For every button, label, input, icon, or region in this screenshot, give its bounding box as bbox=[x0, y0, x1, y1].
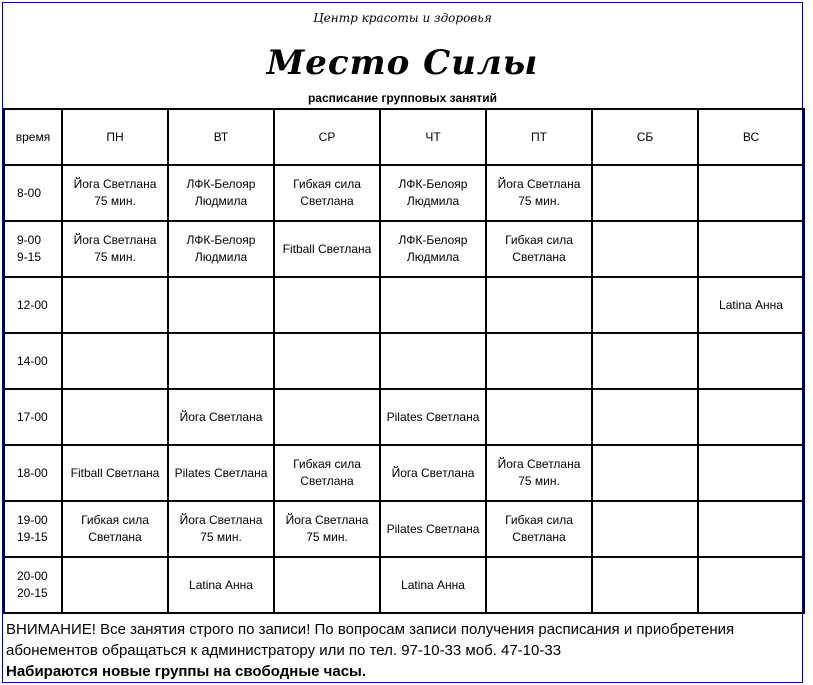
header bbox=[3, 3, 802, 109]
class-cell-thu bbox=[380, 333, 486, 389]
class-cell-mon: Йога Светлана 75 мин. bbox=[62, 165, 168, 221]
class-cell-tue bbox=[168, 333, 274, 389]
table-row bbox=[4, 333, 804, 389]
schedule-body bbox=[4, 165, 804, 613]
schedule-sheet bbox=[2, 2, 803, 683]
class-cell-wed: Гибкая сила Светлана bbox=[274, 165, 380, 221]
time-cell: 12-00 bbox=[4, 277, 62, 333]
col-header-sun: ВС bbox=[698, 109, 804, 165]
class-cell-sat bbox=[592, 389, 698, 445]
notice-warning: ВНИМАНИЕ! Все занятия строго по записи! По вопросам записи получения расписания и приобретения абонементов обращаться к администратору или по тел. 97-10-33 моб. 47-10-33 bbox=[6, 621, 735, 659]
col-header-thu: ЧТ bbox=[380, 109, 486, 165]
class-cell-wed bbox=[274, 277, 380, 333]
table-row bbox=[4, 277, 804, 333]
class-cell-sun bbox=[698, 333, 804, 389]
class-cell-sun bbox=[698, 165, 804, 221]
time-cell: 9-00 9-15 bbox=[4, 221, 62, 277]
class-cell-fri: Гибкая сила Светлана bbox=[486, 221, 592, 277]
time-cell: 8-00 bbox=[4, 165, 62, 221]
class-cell-sun bbox=[698, 501, 804, 557]
table-row bbox=[4, 389, 804, 445]
class-cell-wed: Гибкая сила Светлана bbox=[274, 445, 380, 501]
class-cell-mon: Гибкая сила Светлана bbox=[62, 501, 168, 557]
center-name: Центр красоты и здоровья bbox=[313, 11, 492, 25]
class-cell-mon bbox=[62, 557, 168, 613]
class-cell-thu bbox=[380, 277, 486, 333]
class-cell-sat bbox=[592, 333, 698, 389]
class-cell-wed bbox=[274, 389, 380, 445]
schedule-subtitle: расписание групповых занятий bbox=[307, 91, 498, 105]
notice bbox=[6, 619, 801, 682]
class-cell-sat bbox=[592, 557, 698, 613]
class-cell-sun bbox=[698, 221, 804, 277]
class-cell-mon bbox=[62, 389, 168, 445]
table-row bbox=[4, 557, 804, 613]
col-header-fri: ПТ bbox=[486, 109, 592, 165]
time-cell: 14-00 bbox=[4, 333, 62, 389]
class-cell-sun: Latina Анна bbox=[698, 277, 804, 333]
class-cell-sun bbox=[698, 557, 804, 613]
class-cell-thu: Pilates Светлана bbox=[380, 501, 486, 557]
class-cell-thu: Pilates Светлана bbox=[380, 389, 486, 445]
col-header-sat: СБ bbox=[592, 109, 698, 165]
class-cell-fri: Йога Светлана 75 мин. bbox=[486, 445, 592, 501]
class-cell-sat bbox=[592, 445, 698, 501]
table-row bbox=[4, 501, 804, 557]
time-cell: 18-00 bbox=[4, 445, 62, 501]
class-cell-wed: Йога Светлана 75 мин. bbox=[274, 501, 380, 557]
time-cell: 19-00 19-15 bbox=[4, 501, 62, 557]
header-row bbox=[4, 109, 804, 165]
class-cell-thu: Latina Анна bbox=[380, 557, 486, 613]
class-cell-fri: Йога Светлана 75 мин. bbox=[486, 165, 592, 221]
class-cell-mon: Fitball Светлана bbox=[62, 445, 168, 501]
class-cell-wed bbox=[274, 333, 380, 389]
class-cell-fri: Гибкая сила Светлана bbox=[486, 501, 592, 557]
class-cell-tue bbox=[168, 277, 274, 333]
class-cell-sun bbox=[698, 389, 804, 445]
time-cell: 20-00 20-15 bbox=[4, 557, 62, 613]
time-cell: 17-00 bbox=[4, 389, 62, 445]
class-cell-tue: Йога Светлана bbox=[168, 389, 274, 445]
col-header-wed: СР bbox=[274, 109, 380, 165]
class-cell-thu: ЛФК-Белояр Людмила bbox=[380, 165, 486, 221]
class-cell-thu: Йога Светлана bbox=[380, 445, 486, 501]
class-cell-fri bbox=[486, 389, 592, 445]
col-header-time: время bbox=[4, 109, 62, 165]
col-header-tue: ВТ bbox=[168, 109, 274, 165]
class-cell-tue: Йога Светлана 75 мин. bbox=[168, 501, 274, 557]
class-cell-fri bbox=[486, 333, 592, 389]
class-cell-tue: ЛФК-Белояр Людмила bbox=[168, 221, 274, 277]
class-cell-mon bbox=[62, 333, 168, 389]
brand-title: Место Силы bbox=[266, 43, 539, 83]
notice-new-groups: Набираются новые группы на свободные часы. bbox=[6, 663, 367, 680]
class-cell-sat bbox=[592, 501, 698, 557]
class-cell-sat bbox=[592, 165, 698, 221]
table-row bbox=[4, 165, 804, 221]
schedule-table bbox=[3, 108, 805, 614]
class-cell-sat bbox=[592, 221, 698, 277]
class-cell-wed bbox=[274, 557, 380, 613]
class-cell-tue: Pilates Светлана bbox=[168, 445, 274, 501]
table-row bbox=[4, 445, 804, 501]
class-cell-tue: Latina Анна bbox=[168, 557, 274, 613]
class-cell-mon: Йога Светлана 75 мин. bbox=[62, 221, 168, 277]
class-cell-sun bbox=[698, 445, 804, 501]
class-cell-tue: ЛФК-Белояр Людмила bbox=[168, 165, 274, 221]
col-header-mon: ПН bbox=[62, 109, 168, 165]
class-cell-sat bbox=[592, 277, 698, 333]
class-cell-fri bbox=[486, 277, 592, 333]
table-row bbox=[4, 221, 804, 277]
class-cell-thu: ЛФК-Белояр Людмила bbox=[380, 221, 486, 277]
class-cell-fri bbox=[486, 557, 592, 613]
class-cell-mon bbox=[62, 277, 168, 333]
class-cell-wed: Fitball Светлана bbox=[274, 221, 380, 277]
